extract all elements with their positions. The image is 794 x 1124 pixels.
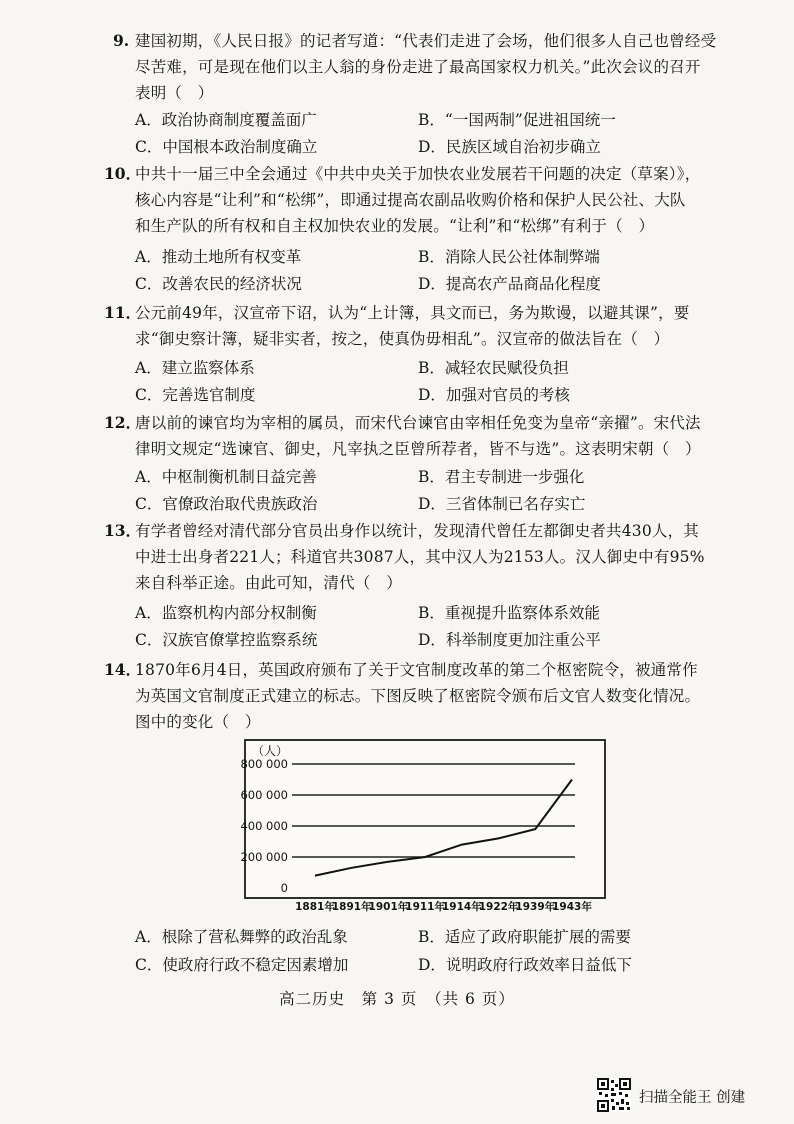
y-axis-label: （人） <box>252 744 289 758</box>
x-tick-label: 1914年 <box>441 901 482 913</box>
option-b: B．君主专制进一步强化 <box>418 468 585 486</box>
option-a: A．根除了营私舞弊的政治乱象 <box>135 928 348 946</box>
option-a: A．推动土地所有权变革 <box>135 248 302 266</box>
option-a: A．中枢制衡机制日益完善 <box>135 468 317 486</box>
question-number: 13． <box>104 521 142 540</box>
option-c: C．完善选官制度 <box>135 386 256 404</box>
option-c: C．改善农民的经济状况 <box>135 275 302 293</box>
option-c: C．汉族官僚掌控监察系统 <box>135 631 318 649</box>
question-text: 为英国文官制度正式建立的标志。下图反映了枢密院令颁布后文官人数变化情况。 <box>135 687 701 705</box>
option-b: B．消除人民公社体制弊端 <box>418 248 600 266</box>
question-text: 公元前49年，汉宣帝下诏，认为“上计簿，具文而已，务为欺谩，以避其课”，要 <box>135 304 690 322</box>
y-tick-label: 600 000 <box>240 788 288 802</box>
y-tick-label: 200 000 <box>240 850 288 864</box>
page-footer: 高二历史 第 3 页 （共 6 页） <box>279 990 515 1008</box>
option-b: B．减轻农民赋役负担 <box>418 359 569 377</box>
question-text: 有学者曾经对清代部分官员出身作以统计，发现清代曾任左都御史者共430人，其 <box>135 522 699 540</box>
option-b: B．重视提升监察体系效能 <box>418 604 600 622</box>
question-text: 图中的变化（ ） <box>135 713 261 731</box>
y-tick-label: 800 000 <box>240 757 288 771</box>
question-text: 律明文规定“选谏官、御史，凡宰执之臣曾所荐者，皆不与选”。这表明宋朝（ ） <box>135 440 701 458</box>
qr-code-icon <box>597 1078 631 1112</box>
option-b: B．适应了政府职能扩展的需要 <box>418 928 631 946</box>
option-d: D．三省体制已名存实亡 <box>418 495 586 513</box>
question-text: 来自科举正途。由此可知，清代（ ） <box>135 574 402 592</box>
option-c: C．官僚政治取代贵族政治 <box>135 495 318 513</box>
question-text: 中共十一届三中全会通过《中共中央关于加快农业发展若干问题的决定（草案）》， <box>135 165 701 183</box>
question-text: 唐以前的谏官均为宰相的属员，而宋代台谏官由宰相任免变为皇帝“亲擢”。宋代法 <box>135 414 701 432</box>
question-text: 中进士出身者221人；科道官共3087人，其中汉人为2153人。汉人御史中有95% <box>135 548 705 566</box>
question-number: 12． <box>104 413 142 432</box>
option-c: C．中国根本政治制度确立 <box>135 138 318 156</box>
option-a: A．建立监察体系 <box>135 359 255 377</box>
question-text: 尽苦难，可是现在他们以主人翁的身份走进了最高国家权力机关。”此次会议的召开 <box>135 58 701 76</box>
x-tick-label: 1901年 <box>368 901 409 913</box>
question-text: 1870年6月4日，英国政府颁布了关于文官制度改革的第二个枢密院令，被通常作 <box>135 661 698 679</box>
option-a: A．政治协商制度覆盖面广 <box>135 111 317 129</box>
x-tick-label: 1881年 <box>295 901 335 913</box>
x-tick-label: 1922年 <box>478 901 519 913</box>
option-a: A．监察机构内部分权制衡 <box>135 604 317 622</box>
line-chart <box>240 738 610 918</box>
option-d: D．加强对官员的考核 <box>418 386 570 404</box>
question-number: 14． <box>104 660 142 679</box>
question-number: 11． <box>104 303 142 322</box>
option-c: C．使政府行政不稳定因素增加 <box>135 956 349 974</box>
x-ticks <box>295 900 592 913</box>
x-tick-label: 1911年 <box>405 901 446 913</box>
option-d: D．科举制度更加注重公平 <box>418 631 601 649</box>
x-tick-label: 1891年 <box>331 901 372 913</box>
y-tick-label: 400 000 <box>240 819 288 833</box>
question-text: 和生产队的所有权和自主权加快农业的发展。“让利”和“松绑”有利于（ ） <box>135 217 655 235</box>
x-tick-label: 1943年 <box>552 901 592 913</box>
option-d: D．民族区域自治初步确立 <box>418 138 601 156</box>
option-b: B．“一国两制”促进祖国统一 <box>418 111 616 129</box>
question-text: 求“御史察计簿，疑非实者，按之，使真伪毋相乱”。汉宣帝的做法旨在（ ） <box>135 330 670 348</box>
question-text: 建国初期，《人民日报》的记者写道：“代表们走进了会场，他们很多人自己也曾经受 <box>135 32 717 50</box>
option-d: D．提高农产品商品化程度 <box>418 275 601 293</box>
option-d: D．说明政府行政效率日益低下 <box>418 956 632 974</box>
scanner-watermark <box>597 1078 773 1114</box>
question-text: 表明（ ） <box>135 84 214 102</box>
question-number: 10． <box>104 164 142 183</box>
x-tick-label: 1939年 <box>515 901 556 913</box>
civil-servant-chart <box>240 738 610 918</box>
scanner-label: 扫描全能王 创建 <box>639 1090 746 1106</box>
question-number: 9. <box>113 31 130 50</box>
y-tick-label: 0 <box>280 881 288 895</box>
question-text: 核心内容是“让利”和“松绑”，即通过提高农副品收购价格和保护人民公社、大队 <box>135 191 686 209</box>
